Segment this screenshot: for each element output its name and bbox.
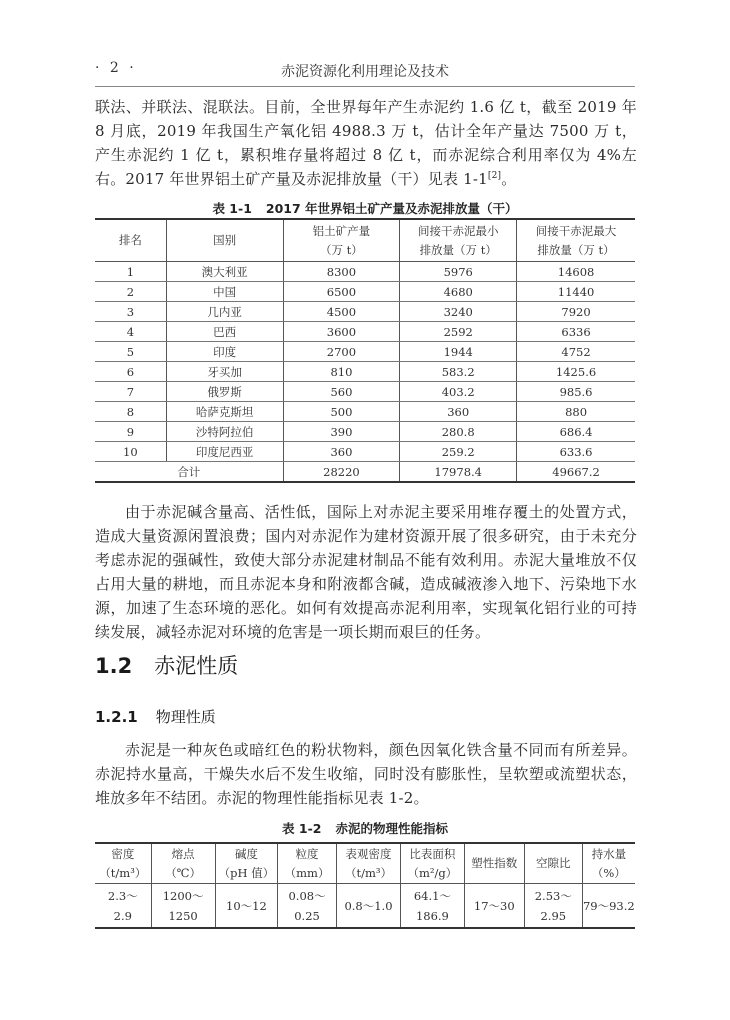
section-heading xyxy=(95,650,238,680)
paragraph-intro xyxy=(95,95,637,191)
cell-line: 64.1～ xyxy=(413,888,451,903)
cell-line: 密度 xyxy=(111,846,135,861)
cell-line: （pH 值） xyxy=(218,865,275,880)
total-label: 合计 xyxy=(95,462,283,483)
cell-line: 塑性指数 xyxy=(471,856,518,870)
running-header xyxy=(95,60,635,82)
table2-header-row xyxy=(95,843,635,884)
table2-header-cell xyxy=(401,843,465,884)
table-cell: 牙买加 xyxy=(166,362,283,382)
table-row xyxy=(95,262,635,282)
cell-line: （万 t） xyxy=(320,242,363,257)
cell-line: 排名 xyxy=(118,233,142,247)
cell-line: 2.95 xyxy=(540,908,567,923)
table-cell: 583.2 xyxy=(400,362,517,382)
table-cell: 810 xyxy=(283,362,400,382)
table1-caption-title: 2017 年世界铝土矿产量及赤泥排放量（干） xyxy=(265,201,518,216)
cell-line: 2.3～ xyxy=(107,888,138,903)
cell-line: 碱度 xyxy=(234,846,258,861)
cell-line: （t/m³） xyxy=(344,865,392,880)
cell-line: 1250 xyxy=(168,908,198,923)
table-cell: 560 xyxy=(283,382,400,402)
table-row xyxy=(95,302,635,322)
table-cell: 3600 xyxy=(283,322,400,342)
table-cell: 10 xyxy=(95,442,166,462)
table-cell xyxy=(336,884,400,929)
cell-line: （mm） xyxy=(284,865,330,880)
table2-header-cell xyxy=(582,843,635,884)
cell-line: 17～30 xyxy=(473,898,515,913)
subsection-heading xyxy=(95,706,216,727)
cell-line: 国别 xyxy=(213,233,237,247)
table-cell: 1944 xyxy=(400,342,517,362)
table-cell xyxy=(278,884,337,929)
table-cell: 390 xyxy=(283,422,400,442)
cell-line: 2.53～ xyxy=(534,888,572,903)
table-cell: 巴西 xyxy=(166,322,283,342)
physical-properties-table xyxy=(95,842,635,929)
section-number: 1.2 xyxy=(95,654,133,678)
cell-line: 熔点 xyxy=(171,846,195,861)
table-cell: 1425.6 xyxy=(517,362,635,382)
table2-header-cell xyxy=(464,843,524,884)
table-row xyxy=(95,382,635,402)
table-cell: 4 xyxy=(95,322,166,342)
table-cell xyxy=(582,884,635,929)
table-row xyxy=(95,422,635,442)
table-row xyxy=(95,362,635,382)
table-cell: 259.2 xyxy=(400,442,517,462)
table-cell: 360 xyxy=(400,402,517,422)
table1-header-row xyxy=(95,219,635,262)
cell-line: 持水量 xyxy=(591,846,627,861)
table-cell: 5976 xyxy=(400,262,517,282)
table-row xyxy=(95,322,635,342)
table-cell: 6336 xyxy=(517,322,635,342)
table-cell: 1 xyxy=(95,262,166,282)
table-cell xyxy=(401,884,465,929)
cell-line: 0.8～1.0 xyxy=(344,898,393,913)
cell-line: （%） xyxy=(591,865,626,880)
cell-line: 0.25 xyxy=(294,908,320,923)
table2-data-row xyxy=(95,884,635,929)
table-cell xyxy=(215,884,278,929)
table-cell: 360 xyxy=(283,442,400,462)
table-cell: 11440 xyxy=(517,282,635,302)
table2-header-cell xyxy=(215,843,278,884)
table-total-row xyxy=(95,462,635,483)
table1-header-cell xyxy=(400,219,517,262)
book-title: 赤泥资源化利用理论及技术 xyxy=(281,64,449,80)
table-cell: 403.2 xyxy=(400,382,517,402)
subsection-title: 物理性质 xyxy=(155,708,216,726)
subsection-number: 1.2.1 xyxy=(95,708,138,726)
table2-header-cell xyxy=(151,843,215,884)
table2-header-cell xyxy=(524,843,582,884)
table-cell: 280.8 xyxy=(400,422,517,442)
table-cell: 9 xyxy=(95,422,166,442)
table-row xyxy=(95,342,635,362)
table1-header-cell xyxy=(283,219,400,262)
table2-caption-title: 赤泥的物理性能指标 xyxy=(335,821,448,836)
table-cell: 7920 xyxy=(517,302,635,322)
cell-line: 表观密度 xyxy=(345,846,392,861)
cell-line: 粒度 xyxy=(295,846,319,861)
cell-line: 186.9 xyxy=(415,908,449,923)
table-cell: 8 xyxy=(95,402,166,422)
cell-line: （m²/g） xyxy=(407,865,458,880)
table1-header-cell xyxy=(95,219,166,262)
table-cell: 880 xyxy=(517,402,635,422)
table2-header-cell xyxy=(95,843,151,884)
paragraph-disposal: 由于赤泥碱含量高、活性低，国际上对赤泥主要采用堆存覆土的处置方式，造成大量资源闲置浪费；国内对赤泥作为建材资源开展了很多研究，由于未充分考虑赤泥的强碱性，致使大部分赤泥建材制品不能有效利用。赤泥大量堆放不仅占用大量的耕地，而且赤泥本身和附液都含碱，造成碱液渗入地下、污染地下水源，加速了生态环境的恶化。如何有效提高赤泥利用率，实现氧化铝行业的可持续发展，减轻赤泥对环境的危害是一项长期而艰巨的任务。 xyxy=(95,503,637,641)
table2-caption-number: 表 1-2 xyxy=(282,821,322,836)
cell-line: 比表面积 xyxy=(409,846,456,861)
total-cell: 28220 xyxy=(283,462,400,483)
table-cell xyxy=(95,884,151,929)
table-cell: 500 xyxy=(283,402,400,422)
cell-line: 铝土矿产量 xyxy=(312,223,371,238)
table-row xyxy=(95,402,635,422)
cell-line: 间接干赤泥最大 xyxy=(535,223,617,238)
table-cell: 几内亚 xyxy=(166,302,283,322)
table-cell: 2 xyxy=(95,282,166,302)
table-cell xyxy=(151,884,215,929)
table-cell: 印度尼西亚 xyxy=(166,442,283,462)
table-cell: 4752 xyxy=(517,342,635,362)
cell-line: 1200～ xyxy=(162,888,204,903)
section-title: 赤泥性质 xyxy=(154,654,239,678)
table-cell xyxy=(524,884,582,929)
cell-line: 间接干赤泥最小 xyxy=(417,223,499,238)
paragraph-end: 。 xyxy=(501,170,517,188)
table-cell: 沙特阿拉伯 xyxy=(166,422,283,442)
paragraph-physical: 赤泥是一种灰色或暗红色的粉状物料，颜色因氧化铁含量不同而有所差异。赤泥持水量高，干燥失水后不发生收缩，同时没有膨胀性，呈软塑或流塑状态，堆放多年不结团。赤泥的物理性能指标见表 1-2。 xyxy=(95,741,637,807)
table1-header-cell xyxy=(517,219,635,262)
cell-line: （t/m³） xyxy=(99,865,147,880)
table-cell: 985.6 xyxy=(517,382,635,402)
cell-line: （℃） xyxy=(165,865,202,880)
table-cell: 14608 xyxy=(517,262,635,282)
table-cell: 686.4 xyxy=(517,422,635,442)
header-rule xyxy=(95,86,635,87)
cell-line: 79～93.2 xyxy=(582,898,635,913)
table-cell: 2592 xyxy=(400,322,517,342)
table-cell: 6 xyxy=(95,362,166,382)
cell-line: 10～12 xyxy=(226,898,267,913)
table-cell: 3240 xyxy=(400,302,517,322)
table-cell: 6500 xyxy=(283,282,400,302)
paragraph-text: 联法、并联法、混联法。目前，全世界每年产生赤泥约 1.6 亿 t，截至 2019 年 8 月底，2019 年我国生产氧化铝 4988.3 万 t，估计全年产量达 7500 万 t，产生赤泥约 1 亿 t，累积堆存量将超过 8 亿 t，而赤泥综合利用率仅为 4%左右。2017 年世界铝土矿产量及赤泥排放量（干）见表 1-1 xyxy=(95,98,637,188)
table-cell: 4680 xyxy=(400,282,517,302)
table-cell: 2700 xyxy=(283,342,400,362)
table-cell: 4500 xyxy=(283,302,400,322)
table-row xyxy=(95,442,635,462)
table-cell: 633.6 xyxy=(517,442,635,462)
table1-caption xyxy=(95,199,635,217)
citation-ref[interactable]: [2] xyxy=(487,171,502,181)
table2-header-cell xyxy=(278,843,337,884)
table-cell xyxy=(464,884,524,929)
table-cell: 哈萨克斯坦 xyxy=(166,402,283,422)
table1-header-cell xyxy=(166,219,283,262)
table-cell: 印度 xyxy=(166,342,283,362)
table-cell: 5 xyxy=(95,342,166,362)
cell-line: 排放量（万 t） xyxy=(537,242,615,257)
total-cell: 17978.4 xyxy=(400,462,517,483)
cell-line: 空隙比 xyxy=(536,856,571,870)
cell-line: 排放量（万 t） xyxy=(419,242,497,257)
total-cell: 49667.2 xyxy=(517,462,635,483)
table-cell: 8300 xyxy=(283,262,400,282)
bauxite-production-table xyxy=(95,218,635,483)
table-cell: 7 xyxy=(95,382,166,402)
table2-header-cell xyxy=(336,843,400,884)
table-row xyxy=(95,282,635,302)
table2-caption xyxy=(95,819,635,837)
table-cell: 中国 xyxy=(166,282,283,302)
table-cell: 澳大利亚 xyxy=(166,262,283,282)
cell-line: 0.08～ xyxy=(288,888,326,903)
page-number: · 2 · xyxy=(95,60,137,76)
table1-caption-number: 表 1-1 xyxy=(212,201,252,216)
cell-line: 2.9 xyxy=(113,908,132,923)
table-cell: 俄罗斯 xyxy=(166,382,283,402)
table-cell: 3 xyxy=(95,302,166,322)
